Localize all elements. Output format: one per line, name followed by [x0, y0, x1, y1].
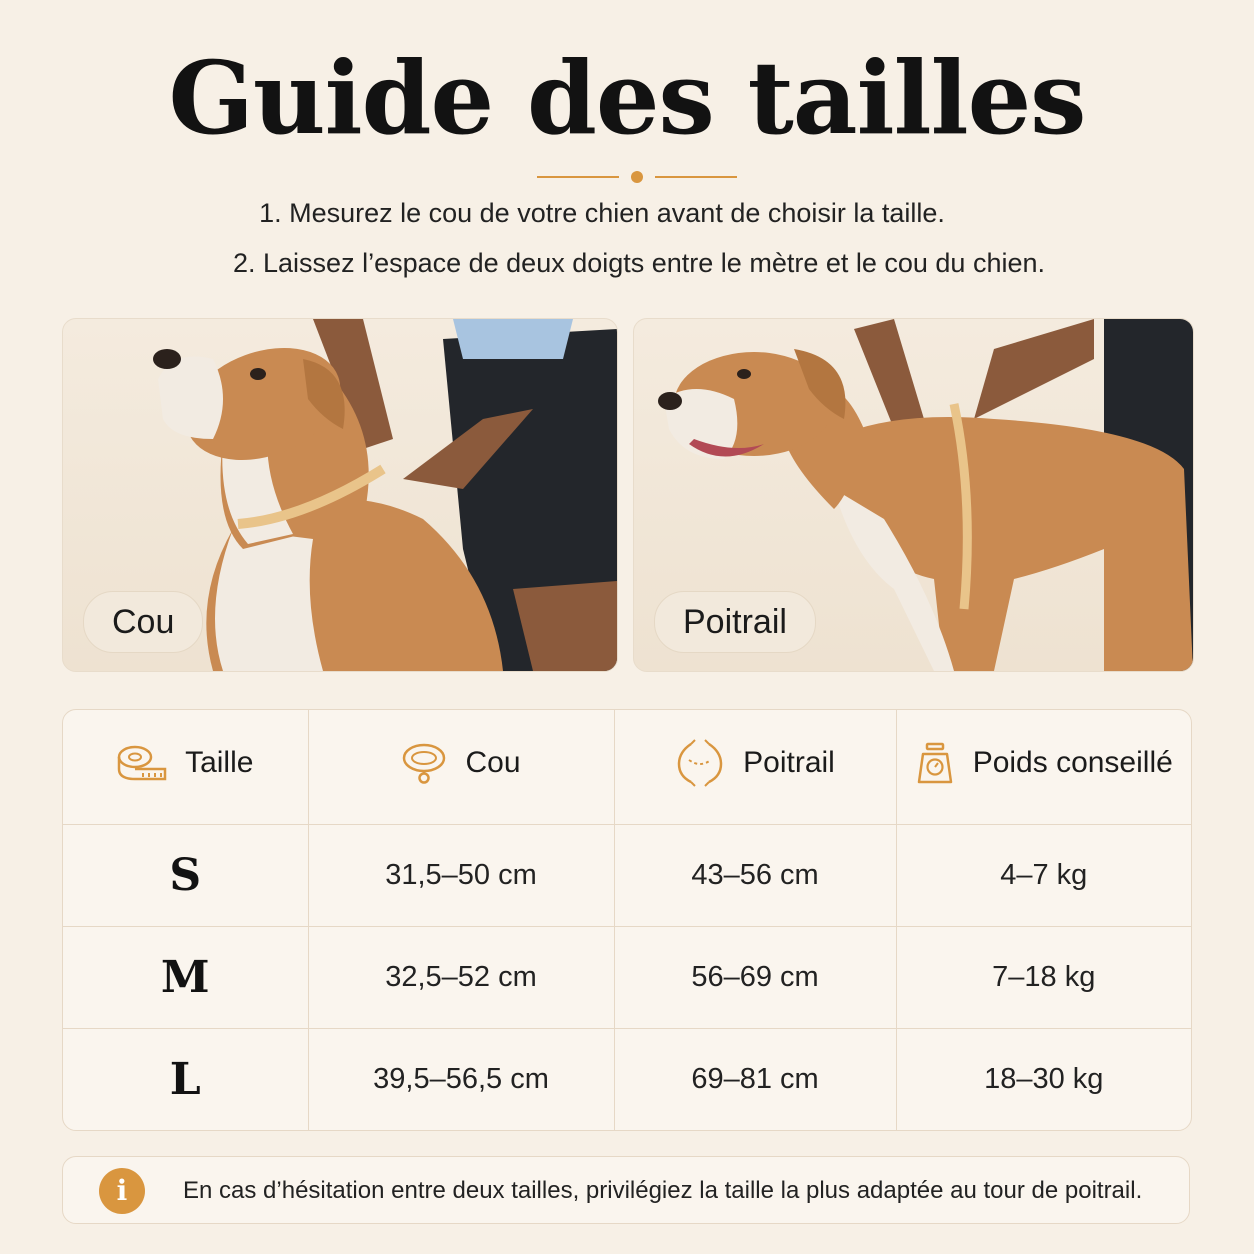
- advice-note: [62, 1156, 1190, 1224]
- instruction-2: 2. Laissez l’espace de deux doigts entre le mètre et le cou du chien.: [233, 248, 1045, 278]
- header-weight: [896, 710, 1191, 824]
- instruction-1: 1. Mesurez le cou de votre chien avant de choisir la taille.: [259, 198, 945, 228]
- row-chest: 56–69 cm: [614, 926, 896, 1028]
- advice-text: En cas d’hésitation entre deux tailles, privilégiez la taille la plus adaptée au tour de poitrail.: [183, 1177, 1143, 1204]
- row-neck: 39,5–56,5 cm: [308, 1028, 614, 1130]
- table-header-row: [63, 710, 1191, 824]
- header-chest-label: Poitrail: [743, 745, 835, 779]
- header-size: [63, 710, 308, 824]
- title-divider: [537, 171, 737, 183]
- row-weight: 4–7 kg: [896, 824, 1191, 926]
- table-row: [63, 1028, 1191, 1130]
- size-table: [62, 709, 1192, 1131]
- row-size: M: [63, 926, 308, 1028]
- header-chest: [614, 710, 896, 824]
- row-neck: 32,5–52 cm: [308, 926, 614, 1028]
- row-size: S: [63, 824, 308, 926]
- header-size-label: Taille: [185, 745, 254, 779]
- header-neck-label: Cou: [465, 745, 521, 779]
- tape-measure-icon: [117, 743, 167, 783]
- row-chest: 43–56 cm: [614, 824, 896, 926]
- scale-icon: [915, 742, 955, 784]
- row-weight: 18–30 kg: [984, 1062, 1104, 1095]
- table-row: [63, 824, 1191, 926]
- row-weight: 7–18 kg: [896, 926, 1191, 1028]
- chest-measure-photo: [633, 318, 1194, 672]
- header-weight-label: Poids conseillé: [972, 745, 1173, 779]
- neck-measure-photo: [62, 318, 618, 672]
- row-neck: 31,5–50 cm: [308, 824, 614, 926]
- row-chest: 69–81 cm: [614, 1028, 896, 1130]
- table-row: [63, 926, 1191, 1028]
- page-title: Guide des tailles: [168, 39, 1086, 157]
- header-neck: [308, 710, 614, 824]
- row-size: L: [63, 1028, 308, 1130]
- neck-label: Cou: [83, 591, 203, 653]
- collar-icon: [401, 742, 447, 784]
- info-icon: i: [99, 1168, 145, 1214]
- chest-measure-icon: [675, 738, 725, 788]
- chest-label: Poitrail: [654, 591, 816, 653]
